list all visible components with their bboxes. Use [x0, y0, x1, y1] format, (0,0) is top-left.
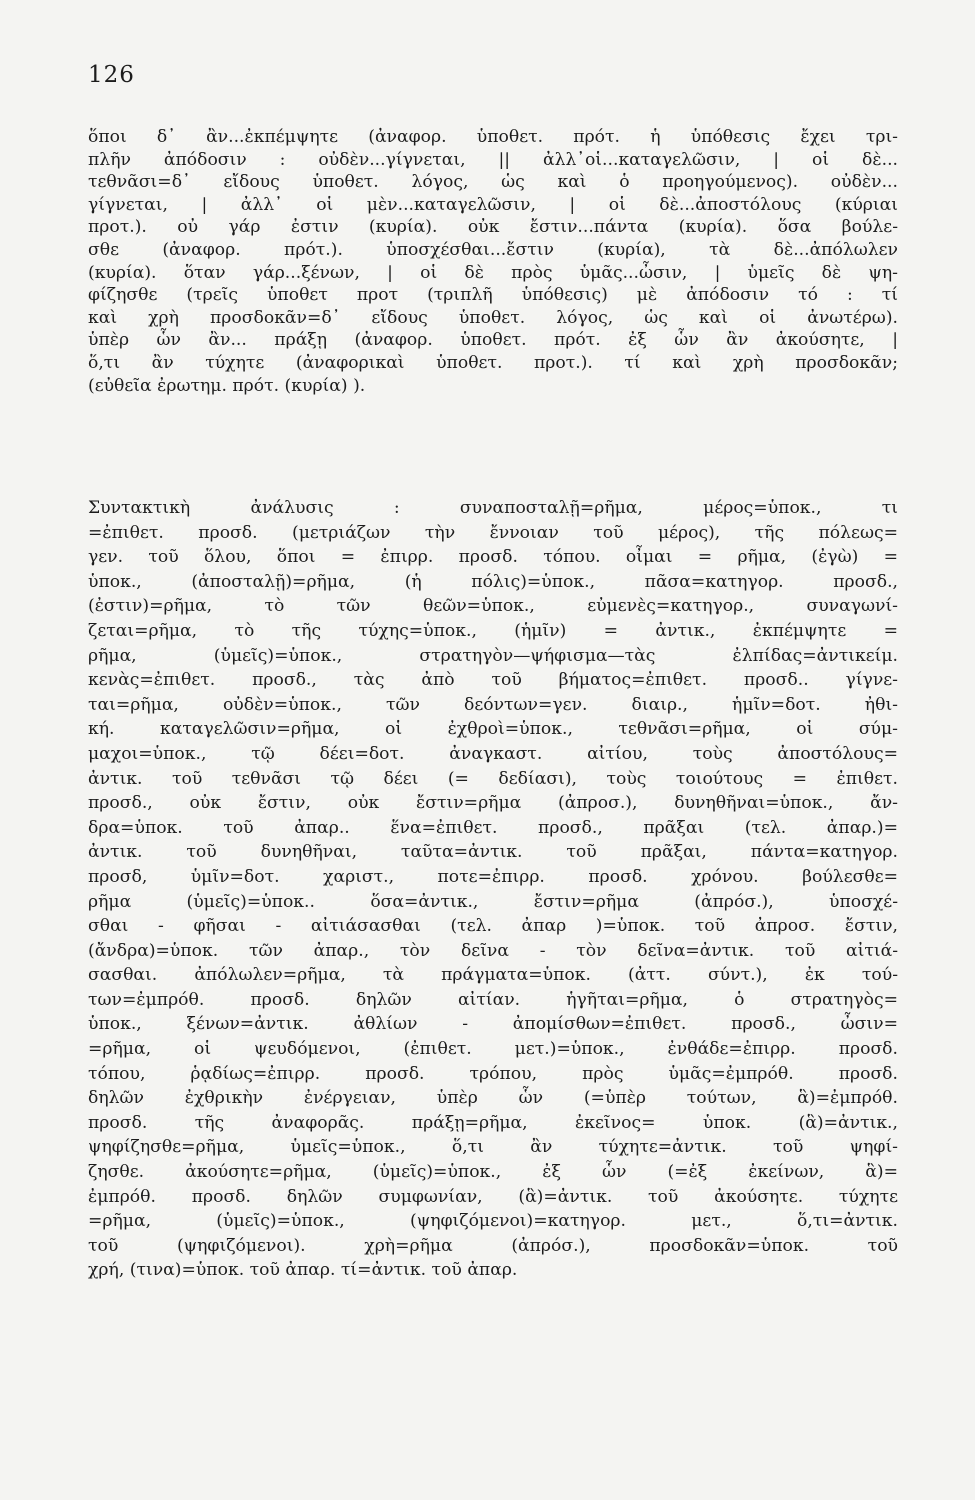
text-line: πλῆν ἀπόδοσιν : οὐδὲν...γίγνεται, || ἀλλ᾽οἱ...καταγελῶσιν, | οἱ δὲ...: [88, 149, 898, 170]
text-line: δρα=ὑποκ. τοῦ ἀπαρ.. ἕνα=ἐπιθετ. προσδ., πρᾶξαι (τελ. ἀπαρ.)=: [88, 817, 898, 838]
text-line: Συντακτικὴ ἀνάλυσις : συναποσταλῇ=ρῆμα, μέρος=ὑποκ., τι: [88, 498, 898, 518]
text-line: ρῆμα (ὑμεῖς)=ὑποκ.. ὅσα=ἀντικ., ἔστιν=ρῆμα (ἀπρόσ.), ὑποσχέ-: [88, 891, 898, 912]
text-line: χρή, (τινα)=ὑποκ. τοῦ ἀπαρ. τί=ἀντικ. τοῦ ἀπαρ.: [88, 1260, 518, 1281]
text-line: =ρῆμα, οἱ ψευδόμενοι, (ἐπιθετ. μετ.)=ὑποκ., ἐνθάδε=ἐπιρρ. προσδ.: [88, 1039, 898, 1060]
text-line: ὑποκ., (ἀποσταλῇ)=ρῆμα, (ἡ πόλις)=ὑποκ., πᾶσα=κατηγορ. προσδ.,: [88, 571, 898, 592]
text-line: =ρῆμα, (ὑμεῖς)=ὑποκ., (ψηφιζόμενοι)=κατηγορ. μετ., ὅ,τι=ἀντικ.: [88, 1211, 898, 1232]
text-line: =ἐπιθετ. προσδ. (μετριάζων τὴν ἔννοιαν τοῦ μέρος), τῆς πόλεως=: [88, 522, 898, 543]
text-line: φίζησθε (τρεῖς ὑποθετ προτ (τριπλῆ ὑπόθεσις) μὲ ἀπόδοσιν τό : τί: [88, 285, 898, 306]
text-line: ὅ,τι ἂν τύχητε (ἀναφορικαὶ ὑποθετ. προτ.). τί καὶ χρὴ προσδοκᾶν;: [88, 352, 898, 373]
text-line: γίγνεται, | ἀλλ᾽ οἱ μὲν...καταγελῶσιν, | οἱ δὲ...ἀποστόλους (κύριαι: [88, 194, 898, 215]
text-line: προσδ. τῆς ἀναφορᾶς. πράξῃ=ρῆμα, ἐκεῖνος= ὑποκ. (ἃ)=ἀντικ.,: [88, 1112, 898, 1133]
commentary-section: [88, 126, 898, 397]
text-line: δηλῶν ἐχθρικὴν ἐνέργειαν, ὑπὲρ ὧν (=ὑπὲρ τούτων, ἃ)=ἐμπρόθ.: [88, 1088, 898, 1109]
text-line: καὶ χρὴ προσδοκᾶν=δ᾽ εἴδους ὑποθετ. λόγος, ὡς καὶ οἱ ἀνωτέρω).: [88, 307, 898, 328]
text-line: ἀντικ. τοῦ τεθνᾶσι τῷ δέει (= δεδίασι), τοὺς τοιούτους = ἐπιθετ.: [88, 768, 898, 789]
text-line: ἀντικ. τοῦ δυνηθῆναι, ταῦτα=ἀντικ. τοῦ πρᾶξαι, πάντα=κατηγορ.: [88, 842, 898, 863]
text-line: ὑποκ., ξένων=ἀντικ. ἀθλίων - ἀπομίσθων=ἐπιθετ. προσδ., ὦσιν=: [88, 1014, 898, 1035]
text-line: προτ.). οὐ γάρ ἐστιν (κυρία). οὐκ ἔστιν...πάντα (κυρία). ὅσα βούλε-: [88, 217, 898, 238]
text-line: ται=ρῆμα, οὐδὲν=ὑποκ., τῶν δεόντων=γεν. διαιρ., ἡμῖν=δοτ. ἠθι-: [88, 694, 898, 715]
text-line: προσδ., οὐκ ἔστιν, οὐκ ἔστιν=ρῆμα (ἀπροσ.), δυνηθῆναι=ὑποκ., ἄν-: [88, 793, 898, 814]
text-line: προσδ, ὑμῖν=δοτ. χαριστ., ποτε=ἐπιρρ. προσδ. χρόνου. βούλεσθε=: [88, 866, 898, 887]
text-line: (ἄνδρα)=ὑποκ. τῶν ἀπαρ., τὸν δεῖνα - τὸν δεῖνα=ἀντικ. τοῦ αἰτιά-: [88, 940, 898, 961]
syntactic-analysis-section: [88, 496, 898, 1283]
text-line: (εὐθεῖα ἐρωτημ. πρότ. (κυρία) ).: [88, 375, 366, 396]
text-line: (ἐστιν)=ρῆμα, τὸ τῶν θεῶν=ὑποκ., εὐμενὲς=κατηγορ., συναγωνί-: [88, 596, 898, 617]
text-line: (κυρία). ὅταν γάρ...ξένων, | οἱ δὲ πρὸς ὑμᾶς...ὦσιν, | ὑμεῖς δὲ ψη-: [88, 262, 898, 283]
text-line: κή. καταγελῶσιν=ρῆμα, οἱ ἐχθροὶ=ὑποκ., τεθνᾶσι=ρῆμα, οἱ σύμ-: [88, 719, 898, 740]
text-line: τόπου, ῥᾳδίως=ἐπιρρ. προσδ. τρόπου, πρὸς ὑμᾶς=ἐμπρόθ. προσδ.: [88, 1063, 898, 1084]
text-line: ἐμπρόθ. προσδ. δηλῶν συμφωνίαν, (ἃ)=ἀντικ. τοῦ ἀκούσητε. τύχητε: [88, 1186, 898, 1207]
text-line: γεν. τοῦ ὅλου, ὅποι = ἐπιρρ. προσδ. τόπου. οἶμαι = ρῆμα, (ἐγὼ) =: [88, 547, 898, 568]
text-line: κενὰς=ἐπιθετ. προσδ., τὰς ἀπὸ τοῦ βήματος=ἐπιθετ. προσδ.. γίγνε-: [88, 670, 898, 691]
text-line: ζησθε. ἀκούσητε=ρῆμα, (ὑμεῖς)=ὑποκ., ἐξ ὧν (=ἐξ ἐκείνων, ἃ)=: [88, 1162, 898, 1183]
text-line: ψηφίζησθε=ρῆμα, ὑμεῖς=ὑποκ., ὅ,τι ἂν τύχητε=ἀντικ. τοῦ ψηφί-: [88, 1137, 898, 1158]
text-line: τεθνᾶσι=δ᾽ εἴδους ὑποθετ. λόγος, ὡς καὶ ὁ προηγούμενος). οὐδὲν...: [88, 172, 898, 193]
text-line: μαχοι=ὑποκ., τῷ δέει=δοτ. ἀναγκαστ. αἰτίου, τοὺς ἀποστόλους=: [88, 743, 898, 764]
text-line: τοῦ (ψηφιζόμενοι). χρὴ=ρῆμα (ἀπρόσ.), προσδοκᾶν=ὑποκ. τοῦ: [88, 1235, 898, 1256]
text-line: ὅποι δ᾽ ἂν...ἐκπέμψητε (ἀναφορ. ὑποθετ. πρότ. ἡ ὑπόθεσις ἔχει τρι-: [88, 127, 898, 147]
text-line: σασθαι. ἀπόλωλεν=ρῆμα, τὰ πράγματα=ὑποκ. (ἀττ. σύντ.), ἐκ τού-: [88, 965, 898, 986]
text-line: ὑπὲρ ὧν ἂν... πράξῃ (ἀναφορ. ὑποθετ. πρότ. ἐξ ὧν ἂν ἀκούσητε, |: [88, 330, 898, 351]
text-line: σθαι - φῆσαι - αἰτιάσασθαι (τελ. ἀπαρ )=ὑποκ. τοῦ ἀπροσ. ἔστιν,: [88, 916, 898, 937]
text-line: σθε (ἀναφορ. πρότ.). ὑποσχέσθαι...ἔστιν (κυρία), τὰ δὲ...ἀπόλωλεν: [88, 239, 898, 260]
text-line: ζεται=ρῆμα, τὸ τῆς τύχης=ὑποκ., (ἡμῖν) = ἀντικ., ἐκπέμψητε =: [88, 620, 898, 641]
text-line: των=ἐμπρόθ. προσδ. δηλῶν αἰτίαν. ἡγῆται=ρῆμα, ὁ στρατηγὸς=: [88, 989, 898, 1010]
text-line: ρῆμα, (ὑμεῖς)=ὑποκ., στρατηγὸν—ψήφισμα—τὰς ἐλπίδας=ἀντικείμ.: [88, 645, 898, 666]
page-number: 126: [88, 62, 135, 88]
